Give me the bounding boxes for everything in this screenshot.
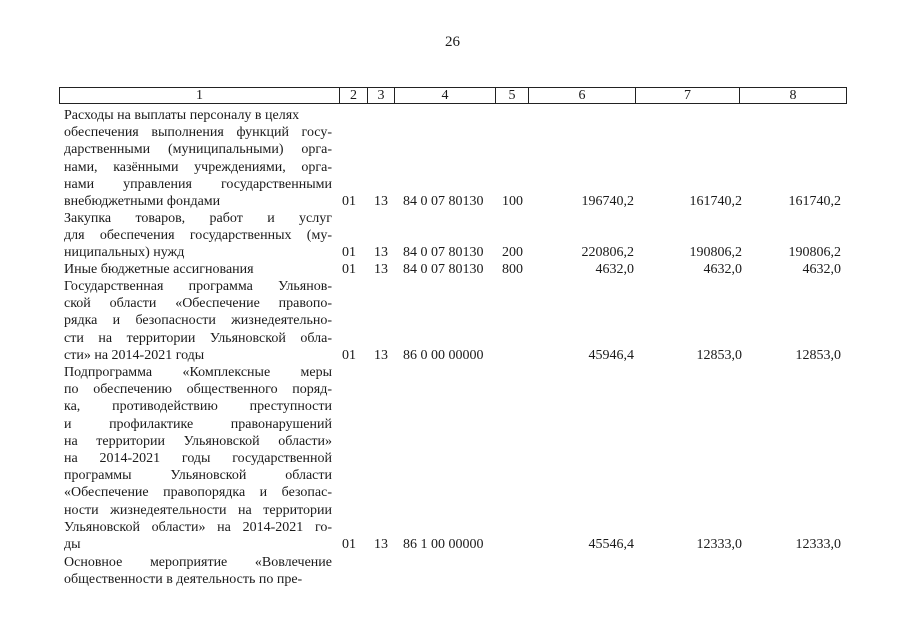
amount-col-8: 4632,0 <box>802 262 841 277</box>
subsection-code: 13 <box>374 537 388 552</box>
amount-col-6: 220806,2 <box>581 245 634 260</box>
amount-col-7: 12333,0 <box>696 537 742 552</box>
subsection-code: 13 <box>374 245 388 260</box>
section-code: 01 <box>342 262 356 277</box>
description-line: Расходы на выплаты персоналу в целях <box>64 108 300 123</box>
amount-col-6: 45546,4 <box>588 537 634 552</box>
amount-col-6: 4632,0 <box>595 262 634 277</box>
description-line: нами управления государственными <box>64 176 332 192</box>
description-line: Иные бюджетные ассигнования <box>64 262 254 277</box>
description-line: Подпрограмма «Комплексные меры <box>64 365 332 380</box>
column-header-5: 5 <box>496 88 529 104</box>
description-line: ниципальных) нужд <box>64 245 185 261</box>
description-line: Основное мероприятие «Вовлечение <box>64 555 332 570</box>
description-line: нами, казёнными учреждениями, орга- <box>64 159 332 175</box>
target-article-code: 86 0 00 00000 <box>403 348 484 363</box>
description-line: ка, противодействию преступности <box>64 399 332 415</box>
column-header-row <box>59 87 847 104</box>
subsection-code: 13 <box>374 194 388 209</box>
description-line: на 2014-2021 годы государственной <box>64 450 332 466</box>
description-line: сти на территории Ульяновской обла- <box>64 330 332 346</box>
section-code: 01 <box>342 348 356 363</box>
amount-col-8: 190806,2 <box>788 245 841 260</box>
description-line: сти» на 2014-2021 годы <box>64 347 205 363</box>
amount-col-8: 161740,2 <box>788 194 841 209</box>
row-description <box>64 278 332 364</box>
row-description <box>64 210 332 262</box>
description-line: для обеспечения государственных (му- <box>64 228 332 244</box>
expense-type-code: 100 <box>502 194 523 209</box>
expense-type-code: 800 <box>502 262 523 277</box>
subsection-code: 13 <box>374 348 388 363</box>
description-line: рядка и безопасности жизнедеятельно- <box>64 313 332 329</box>
row-description <box>64 107 332 210</box>
section-code: 01 <box>342 245 356 260</box>
amount-col-7: 12853,0 <box>696 348 742 363</box>
description-line: на территории Ульяновской области» <box>64 433 332 449</box>
description-line: ской области «Обеспечение правопо- <box>64 296 332 312</box>
column-header-4: 4 <box>395 88 496 104</box>
description-line: внебюджетными фондами <box>64 193 221 209</box>
expense-type-code: 200 <box>502 245 523 260</box>
description-line: общественности в деятельность по пре- <box>64 572 303 588</box>
column-header-6: 6 <box>529 88 636 104</box>
subsection-code: 13 <box>374 262 388 277</box>
target-article-code: 86 1 00 00000 <box>403 537 484 552</box>
row-description <box>64 364 332 553</box>
description-line: Закупка товаров, работ и услуг <box>64 211 332 226</box>
target-article-code: 84 0 07 80130 <box>403 194 484 209</box>
description-line: обеспечения выполнения функций госу- <box>64 125 332 141</box>
amount-col-6: 45946,4 <box>588 348 634 363</box>
page-number: 26 <box>445 34 460 50</box>
column-header-3: 3 <box>368 88 395 104</box>
amount-col-7: 161740,2 <box>689 194 742 209</box>
description-line: ности жизнедеятельности на территории <box>64 502 332 518</box>
description-line: программы Ульяновской области <box>64 468 332 484</box>
row-description <box>64 261 332 278</box>
description-line: и профилактике правонарушений <box>64 416 332 432</box>
section-code: 01 <box>342 194 356 209</box>
description-line: Государственная программа Ульянов- <box>64 279 332 294</box>
amount-col-6: 196740,2 <box>581 194 634 209</box>
amount-col-7: 190806,2 <box>689 245 742 260</box>
row-description <box>64 554 332 588</box>
amount-col-7: 4632,0 <box>703 262 742 277</box>
column-header-1: 1 <box>60 88 340 104</box>
column-header-8: 8 <box>740 88 847 104</box>
description-line: ды <box>64 536 81 552</box>
description-line: дарственными (муниципальными) орга- <box>64 142 332 158</box>
description-line: по обеспечению общественного поряд- <box>64 382 332 398</box>
column-header-2: 2 <box>340 88 368 104</box>
column-header-7: 7 <box>636 88 740 104</box>
description-line: «Обеспечение правопорядка и безопас- <box>64 485 332 501</box>
target-article-code: 84 0 07 80130 <box>403 262 484 277</box>
amount-col-8: 12333,0 <box>795 537 841 552</box>
amount-col-8: 12853,0 <box>795 348 841 363</box>
description-line: Ульяновской области» на 2014-2021 го- <box>64 519 332 535</box>
target-article-code: 84 0 07 80130 <box>403 245 484 260</box>
section-code: 01 <box>342 537 356 552</box>
